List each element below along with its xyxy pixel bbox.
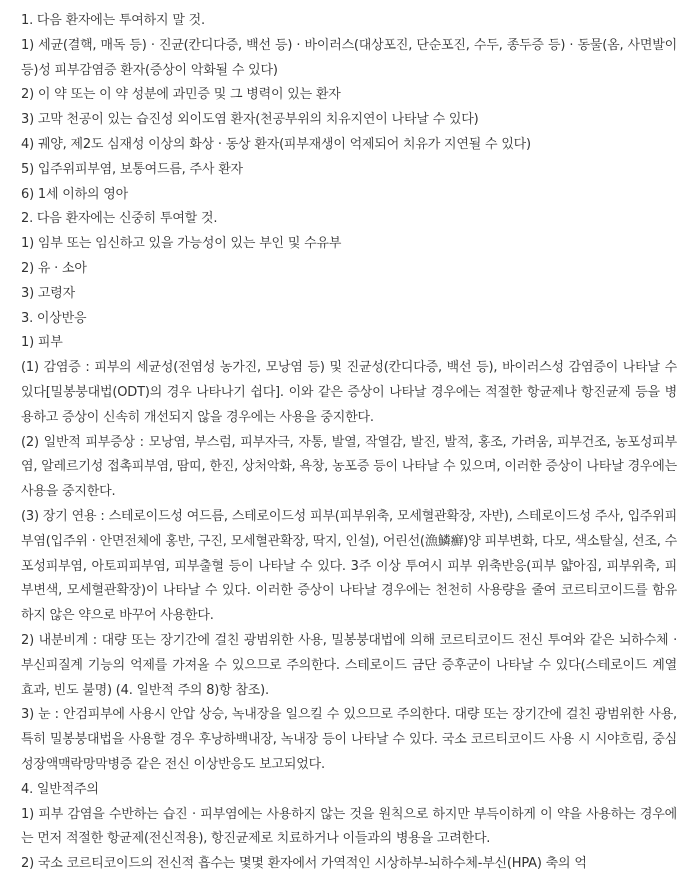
paragraph: 2) 국소 코르티코이드의 전신적 흡수는 몇몇 환자에서 가역적인 시상하부-뇌하수체-부신(HPA) 축의 억 xyxy=(21,856,587,872)
heading-precautions: 2. 다음 환자에는 신중히 투여할 것. xyxy=(21,211,218,227)
paragraph: 6) 1세 이하의 영아 xyxy=(21,186,128,202)
paragraph: 1) 세균(결핵, 매독 등) · 진균(칸디다증, 백선 등) · 바이러스(대상포진, 단순포진, 수두, 종두증 등) · 동물(옴, 사면발이 등)성 피부감염증 환자(증상이 악화될 수 있다) xyxy=(21,37,677,78)
subheading-skin: 1) 피부 xyxy=(21,335,63,351)
heading-general-precautions: 4. 일반적주의 xyxy=(21,781,99,797)
paragraph: 3) 고막 천공이 있는 습진성 외이도염 환자(천공부위의 치유지연이 나타날 수 있다) xyxy=(21,112,479,128)
paragraph: (1) 감염증 : 피부의 세균성(전염성 농가진, 모낭염 등) 및 진균성(칸디다증, 백선 등), 바이러스성 감염증이 나타날 수 있다[밀봉붕대법(ODT)의 경우 나타나기 쉽다]. 이와 같은 증상이 나타날 경우에는 적절한 항균제나 항진균제 등을 병용하고 증상이 신속히 개선되지 않을 경우에는 사용을 중지한다. xyxy=(21,360,677,425)
paragraph: 2) 내분비계 : 대량 또는 장기간에 걸친 광범위한 사용, 밀봉붕대법에 의해 코르티코이드 전신 투여와 같은 뇌하수체 · 부신피질계 기능의 억제를 가져올 수 있으므로 주의한다. 스테로이드 금단 증후군이 나타날 수 있다(스테로이드 계열 효과, 빈도 불명) (4. 일반적 주의 8)항 참조). xyxy=(21,632,677,698)
paragraph: 3) 눈 : 안검피부에 사용시 안압 상승, 녹내장을 일으킬 수 있으므로 주의한다. 대량 또는 장기간에 걸친 광범위한 사용, 특히 밀봉붕대법을 사용할 경우 후낭하백내장, 녹내장 등이 나타날 수 있다. 국소 코르티코이드 사용 시 시야흐림, 중심성장액맥락망막병증 같은 전신 이상반응도 보고되었다. xyxy=(21,707,677,772)
paragraph: 4) 궤양, 제2도 심재성 이상의 화상 · 동상 환자(피부재생이 억제되어 치유가 지연될 수 있다) xyxy=(21,136,531,152)
heading-contraindications: 1. 다음 환자에는 투여하지 말 것. xyxy=(21,13,205,28)
paragraph: (3) 장기 연용 : 스테로이드성 여드름, 스테로이드성 피부(피부위축, 모세혈관확장, 자반), 스테로이드성 주사, 입주위피부염(입주위 · 안면전체에 홍반, 구진, 모세혈관확장, 딱지, 인설), 어린선(漁鱗癬)양 피부변화, 다모, 색소탈실, 선조, 수포성피부염, 아토피피부염, 피부출혈 등이 나타날 수 있다. 3주 이상 투여시 피부 위축반응(피부 얇아짐, 피부위축, 피부변색, 모세혈관확장)이 나타날 수 있다. 이러한 증상이 나타날 경우에는 천천히 사용량을 줄여 코르티코이드를 함유하지 않은 약으로 바꾸어 사용한다. xyxy=(21,508,677,624)
paragraph: 3) 고령자 xyxy=(21,285,75,301)
paragraph: 2) 이 약 또는 이 약 성분에 과민증 및 그 병력이 있는 환자 xyxy=(21,87,341,103)
paragraph: (2) 일반적 피부증상 : 모낭염, 부스럼, 피부자극, 자통, 발열, 작열감, 발진, 발적, 홍조, 가려움, 피부건조, 농포성피부염, 알레르기성 접촉피부염, 땀띠, 한진, 상처악화, 욕창, 농포증 등이 나타날 수 있으며, 이러한 증상이 나타날 경우에는 사용을 중지한다. xyxy=(21,434,677,500)
paragraph: 1) 임부 또는 임신하고 있을 가능성이 있는 부인 및 수유부 xyxy=(21,236,342,252)
paragraph: 5) 입주위피부염, 보통여드름, 주사 환자 xyxy=(21,161,243,177)
paragraph: 2) 유 · 소아 xyxy=(21,260,87,276)
paragraph: 1) 피부 감염을 수반하는 습진 · 피부염에는 사용하지 않는 것을 원칙으로 하지만 부득이하게 이 약을 사용하는 경우에는 먼저 적절한 항균제(전신적용), 항진균제로 치료하거나 이들과의 병용을 고려한다. xyxy=(21,806,677,847)
heading-adverse-reactions: 3. 이상반응 xyxy=(21,310,87,326)
